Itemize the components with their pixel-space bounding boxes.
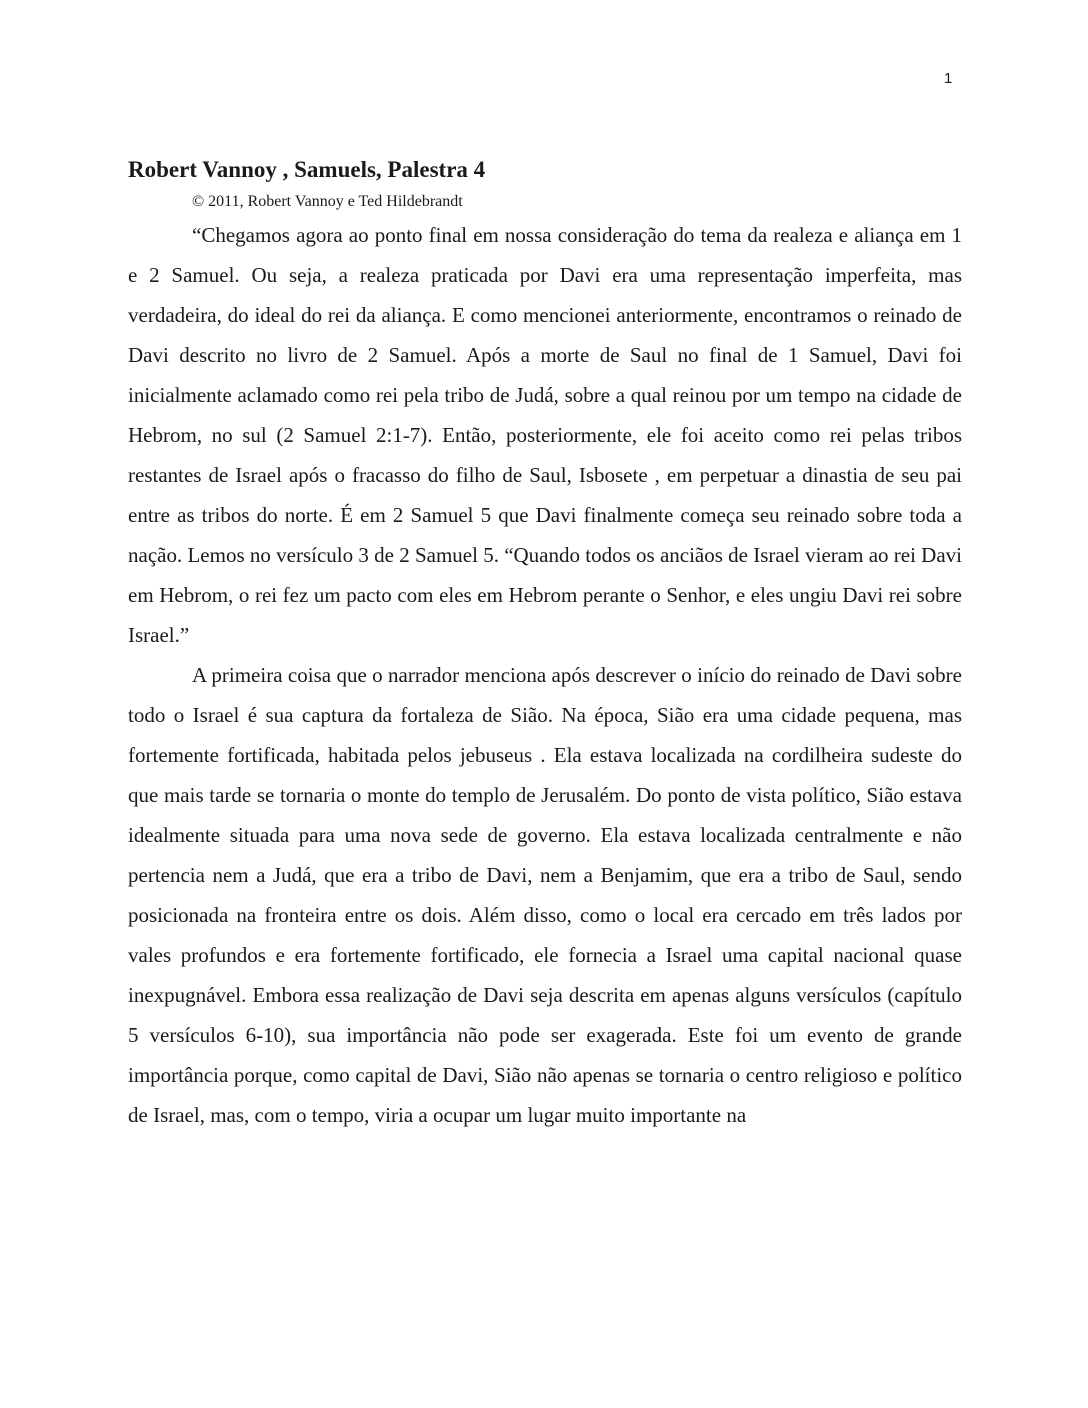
document-title: Robert Vannoy , Samuels, Palestra 4	[128, 157, 486, 182]
body-paragraph: A primeira coisa que o narrador menciona após descrever o início do reinado de Davi sobre todo o Israel é sua captura da fortaleza de Sião. Na época, Sião era uma cidade pequena, mas fortemente fortificada, habitada pelos jebuseus . Ela estava localizada na cordilheira sudeste do que mais tarde se tornaria o monte do templo de Jerusalém. Do ponto de vista político, Sião estava idealmente situada para uma nova sede de governo. Ela estava localizada centralmente e não pertencia nem a Judá, que era a tribo de Davi, nem a Benjamim, que era a tribo de Saul, sendo posicionada na fronteira entre os dois. Além disso, como o local era cercado em três lados por vales profundos e era fortemente fortificado, ele fornecia a Israel uma capital nacional quase inexpugnável. Embora essa realização de Davi seja descrita em apenas alguns versículos (capítulo 5 versículos 6-10), sua importância não pode ser exagerada. Este foi um evento de grande importância porque, como capital de Davi, Sião não apenas se tornaria o centro religioso e político de Israel, mas, com o tempo, viria a ocupar um lugar muito importante na	[128, 663, 962, 1127]
copyright-line: © 2011, Robert Vannoy e Ted Hildebrandt	[192, 193, 463, 210]
page-number: 1	[944, 70, 953, 87]
document-body	[128, 152, 962, 1135]
body-paragraph: “Chegamos agora ao ponto final em nossa consideração do tema da realeza e aliança em 1 e 2 Samuel. Ou seja, a realeza praticada por Davi era uma representação imperfeita, mas verdadeira, do ideal do rei da aliança. E como mencionei anteriormente, encontramos o reinado de Davi descrito no livro de 2 Samuel. Após a morte de Saul no final de 1 Samuel, Davi foi inicialmente aclamado como rei pela tribo de Judá, sobre a qual reinou por um tempo na cidade de Hebrom, no sul (2 Samuel 2:1-7). Então, posteriormente, ele foi aceito como rei pelas tribos restantes de Israel após o fracasso do filho de Saul, Isbosete , em perpetuar a dinastia de seu pai entre as tribos do norte. É em 2 Samuel 5 que Davi finalmente começa seu reinado sobre toda a nação. Lemos no versículo 3 de 2 Samuel 5. “Quando todos os anciãos de Israel vieram ao rei Davi em Hebrom, o rei fez um pacto com eles em Hebrom perante o Senhor, e eles ungiu Davi rei sobre Israel.”	[128, 223, 962, 647]
